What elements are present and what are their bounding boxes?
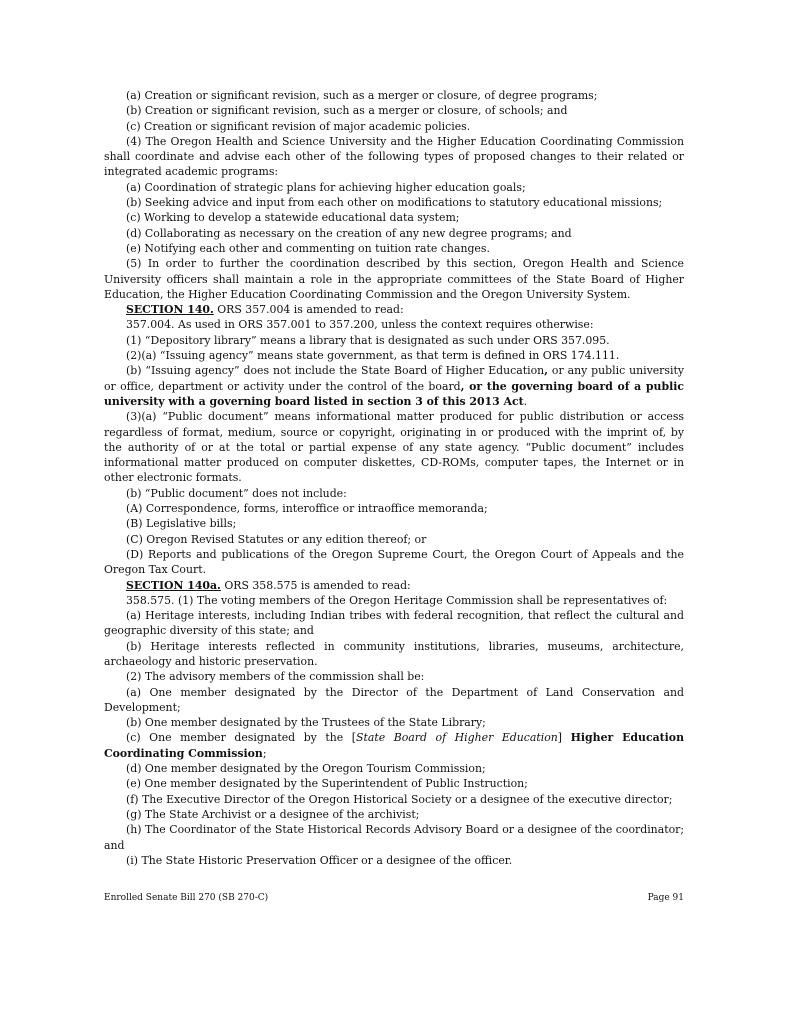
paragraph: (C) Oregon Revised Statutes or any edition thereof; or [126,532,427,546]
deleted-text: State Board of Higher Education [356,731,558,745]
paragraph: (i) The State Historic Preservation Officer or a designee of the officer. [126,853,513,867]
amended-text: , [544,364,548,378]
paragraph: (4) The Oregon Health and Science University and the Higher Education Coordinating Commission shall coordinate and advise each other of the following types of proposed changes to their related or integrated academic programs: [104,134,684,179]
page-number: Page 91 [647,893,684,903]
statute-text [104,88,684,868]
paragraph: (2)(a) “Issuing agency” means state government, as that term is defined in ORS 174.111. [126,349,620,363]
section-intro: ORS 358.575 is amended to read: [220,578,411,592]
paragraph: (3)(a) “Public document” means informational matter produced for public distribution or access regardless of format, medium, source or copyright, originating in or produced with the imprint of, by the authority of or at the total or partial expense of any state agency. “Public document” includes informational matter produced on computer diskettes, CD-ROMs, computer tapes, the Internet or in other electronic formats. [104,410,684,485]
paragraph [104,363,684,409]
paragraph: (a) Heritage interests, including Indian tribes with federal recognition, that reflect the cultural and geographic diversity of this state; and [104,609,684,638]
paragraph: (c) Creation or significant revision of major academic policies. [126,119,471,133]
paragraph: 357.004. As used in ORS 357.001 to 357.200, unless the context requires otherwise: [126,318,594,332]
paragraph: (5) In order to further the coordination described by this section, Oregon Health and Science University officers shall maintain a role in the appropriate committees of the State Board of Higher Education, the Higher Education Coordinating Commission and the Oregon University System. [104,257,684,301]
paragraph: (d) One member designated by the Oregon Tourism Commission; [126,762,486,776]
paragraph: (a) One member designated by the Director of the Department of Land Conservation and Development; [104,685,684,714]
paragraph: (e) Notifying each other and commenting on tuition rate changes. [126,241,490,255]
section-number: SECTION 140a. [126,578,221,592]
section-intro: ORS 357.004 is amended to read: [213,303,404,317]
paragraph: (e) One member designated by the Superintendent of Public Instruction; [126,777,528,791]
paragraph: (a) Creation or significant revision, such as a merger or closure, of degree programs; [126,89,598,102]
amended-text: , or the governing board of a public university with a governing board listed in section 3 of this 2013 Act [104,379,684,408]
amended-text: Higher Education Coordinating Commission [104,731,684,760]
paragraph: (a) Coordination of strategic plans for achieving higher education goals; [126,180,526,194]
paragraph: (d) Collaborating as necessary on the creation of any new degree programs; and [126,226,572,240]
text-run: ; [262,746,267,760]
paragraph: 358.575. (1) The voting members of the Oregon Heritage Commission shall be representatives of: [126,593,668,607]
paragraph: (B) Legislative bills; [126,517,237,531]
paragraph: (2) The advisory members of the commission shall be: [126,670,425,684]
paragraph: (b) Heritage interests reflected in community institutions, libraries, museums, architecture, archaeology and historic preservation. [104,639,684,668]
text-run: ] [557,731,571,745]
text-run: . [523,394,528,408]
section-number: SECTION 140. [126,303,214,317]
paragraph: (h) The Coordinator of the State Historical Records Advisory Board or a designee of the coordinator; and [104,823,684,852]
paragraph: (g) The State Archivist or a designee of the archivist; [126,807,420,821]
paragraph: (b) “Public document” does not include: [126,486,347,500]
paragraph: (D) Reports and publications of the Oregon Supreme Court, the Oregon Court of Appeals and the Oregon Tax Court. [104,547,684,577]
paragraph: (b) Seeking advice and input from each other on modifications to statutory educational missions; [126,196,663,210]
paragraph: (f) The Executive Director of the Oregon Historical Society or a designee of the executive director; [126,792,673,806]
paragraph: (b) Creation or significant revision, such as a merger or closure, of schools; and [126,104,568,118]
paragraph [104,730,684,761]
page-footer [104,893,684,903]
paragraph: (1) “Depository library” means a library that is designated as such under ORS 357.095. [126,333,610,347]
text-run: (b) “Issuing agency” does not include the State Board of Higher Education [126,364,545,378]
bill-identifier: Enrolled Senate Bill 270 (SB 270-C) [104,893,269,903]
text-run: (c) One member designated by the [ [126,731,357,745]
section-140a-heading [104,578,684,593]
section-140-heading [104,302,684,317]
text-run: or any public university or office, department or activity under the control of the board [104,364,684,393]
paragraph: (b) One member designated by the Trustees of the State Library; [126,716,486,730]
paragraph: (c) Working to develop a statewide educational data system; [126,211,460,225]
paragraph: (A) Correspondence, forms, interoffice or intraoffice memoranda; [126,502,488,516]
